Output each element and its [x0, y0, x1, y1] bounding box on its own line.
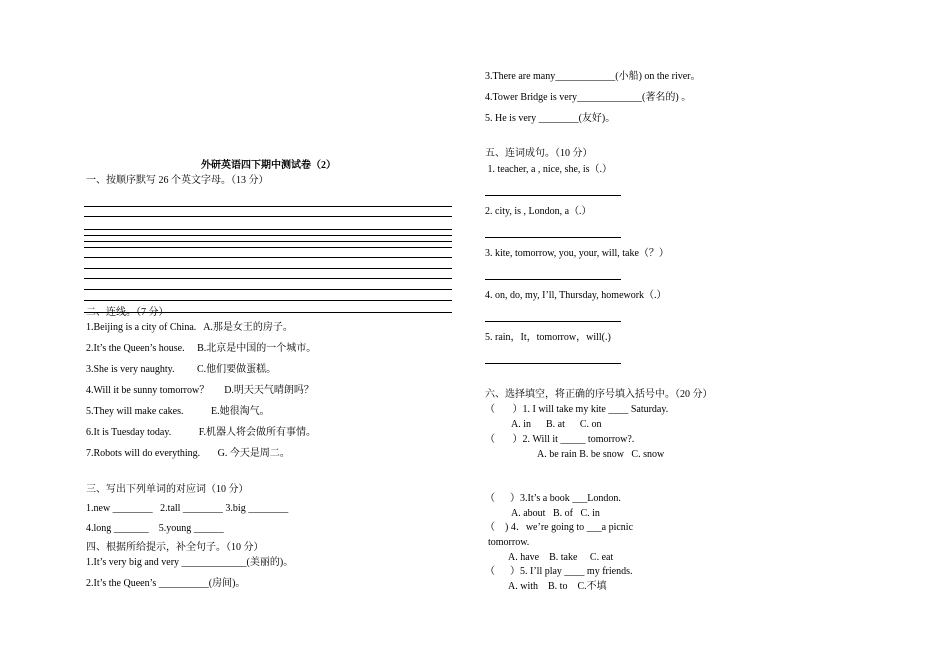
matching-item: 6.It is Tuesday today. F.机器人将会做所有事情。: [86, 427, 316, 438]
fill-sentence: 3.There are many____________(小船) on the river。: [485, 71, 701, 82]
page-title: 外研英语四下期中测试卷（2）: [201, 160, 336, 171]
word-pairs-row-2: 4.long _______ 5.young ______: [86, 523, 224, 534]
writing-line: [84, 241, 452, 242]
answer-line: [485, 195, 621, 196]
section-1-heading: 一、按顺序默写 26 个英文字母。（13 分）: [86, 175, 269, 186]
choice-question: （ ) 4．we’re going to ___a picnic: [485, 522, 634, 533]
answer-line: [485, 237, 621, 238]
matching-item: 2.It’s the Queen’s house. B.北京是中国的一个城市。: [86, 343, 317, 354]
matching-item: 3.She is very naughty. C.他们要做蛋糕。: [86, 364, 277, 375]
scrambled-words: 4. on, do, my, I’ll, Thursday, homework（.）: [485, 290, 667, 301]
scrambled-words: 2. city, is , London, a（.）: [485, 206, 592, 217]
matching-item: 1.Beijing is a city of China. A.那是女王的房子。: [86, 322, 293, 333]
matching-item: 4.Will it be sunny tomorrow？ D.明天天气晴朗吗？: [86, 385, 314, 396]
section-2-heading: 二、连线。（7 分）: [86, 307, 169, 318]
fill-sentence: 5. He is very ________(友好)。: [485, 113, 616, 124]
word-pairs-row-1: 1.new ________ 2.tall ________ 3.big ________: [86, 503, 289, 514]
section-3-heading: 三、写出下列单词的对应词（10 分）: [86, 484, 249, 495]
fill-sentence: 4.Tower Bridge is very_____________(著名的) 。: [485, 92, 692, 103]
section-6-heading: 六、选择填空，将正确的序号填入括号中。（20 分）: [485, 389, 713, 400]
writing-line: [84, 289, 452, 290]
writing-line: [84, 247, 452, 248]
choice-question: （ ）1. I will take my kite ____ Saturday.: [485, 404, 669, 415]
scrambled-words: 3. kite, tomorrow, you, your, will, take（？）: [485, 248, 669, 259]
choice-options: A. in B. at C. on: [511, 419, 602, 430]
choice-question: （ ）5. I’ll play ____ my friends.: [485, 566, 633, 577]
answer-line: [485, 279, 621, 280]
choice-options: A. about B. of C. in: [511, 508, 600, 519]
answer-line: [485, 321, 621, 322]
writing-line: [84, 216, 452, 217]
writing-line: [84, 278, 452, 279]
choice-options: A. have B. take C. eat: [508, 552, 614, 563]
choice-options: A. with B. to C.不填: [508, 581, 607, 592]
writing-line: [84, 235, 452, 236]
writing-line: [84, 268, 452, 269]
scrambled-words: 1. teacher, a , nice, she, is（.）: [485, 164, 613, 175]
matching-item: 5.They will make cakes. E.她很淘气。: [86, 406, 270, 417]
scrambled-words: 5. rain，It，tomorrow，will(.): [485, 332, 611, 343]
writing-line: [84, 229, 452, 230]
writing-line: [84, 300, 452, 301]
matching-item: 7.Robots will do everything. G. 今天是周二。: [86, 448, 290, 459]
choice-question: （ ）3.It’s a book ___London.: [485, 493, 621, 504]
writing-line: [84, 257, 452, 258]
section-4-heading: 四、根据所给提示，补全句子。（10 分）: [86, 542, 264, 553]
answer-line: [485, 363, 621, 364]
writing-line: [84, 206, 452, 207]
section-5-heading: 五、连词成句。（10 分）: [485, 148, 593, 159]
fill-sentence: 1.It’s very big and very _____________(美丽的)。: [86, 557, 294, 568]
fill-sentence: 2.It’s the Queen’s __________(房间)。: [86, 578, 246, 589]
choice-question: （ ）2. Will it _____ tomorrow?.: [485, 434, 635, 445]
choice-options: A. be rain B. be snow C. snow: [537, 449, 665, 460]
choice-question-continued: tomorrow.: [488, 537, 530, 548]
